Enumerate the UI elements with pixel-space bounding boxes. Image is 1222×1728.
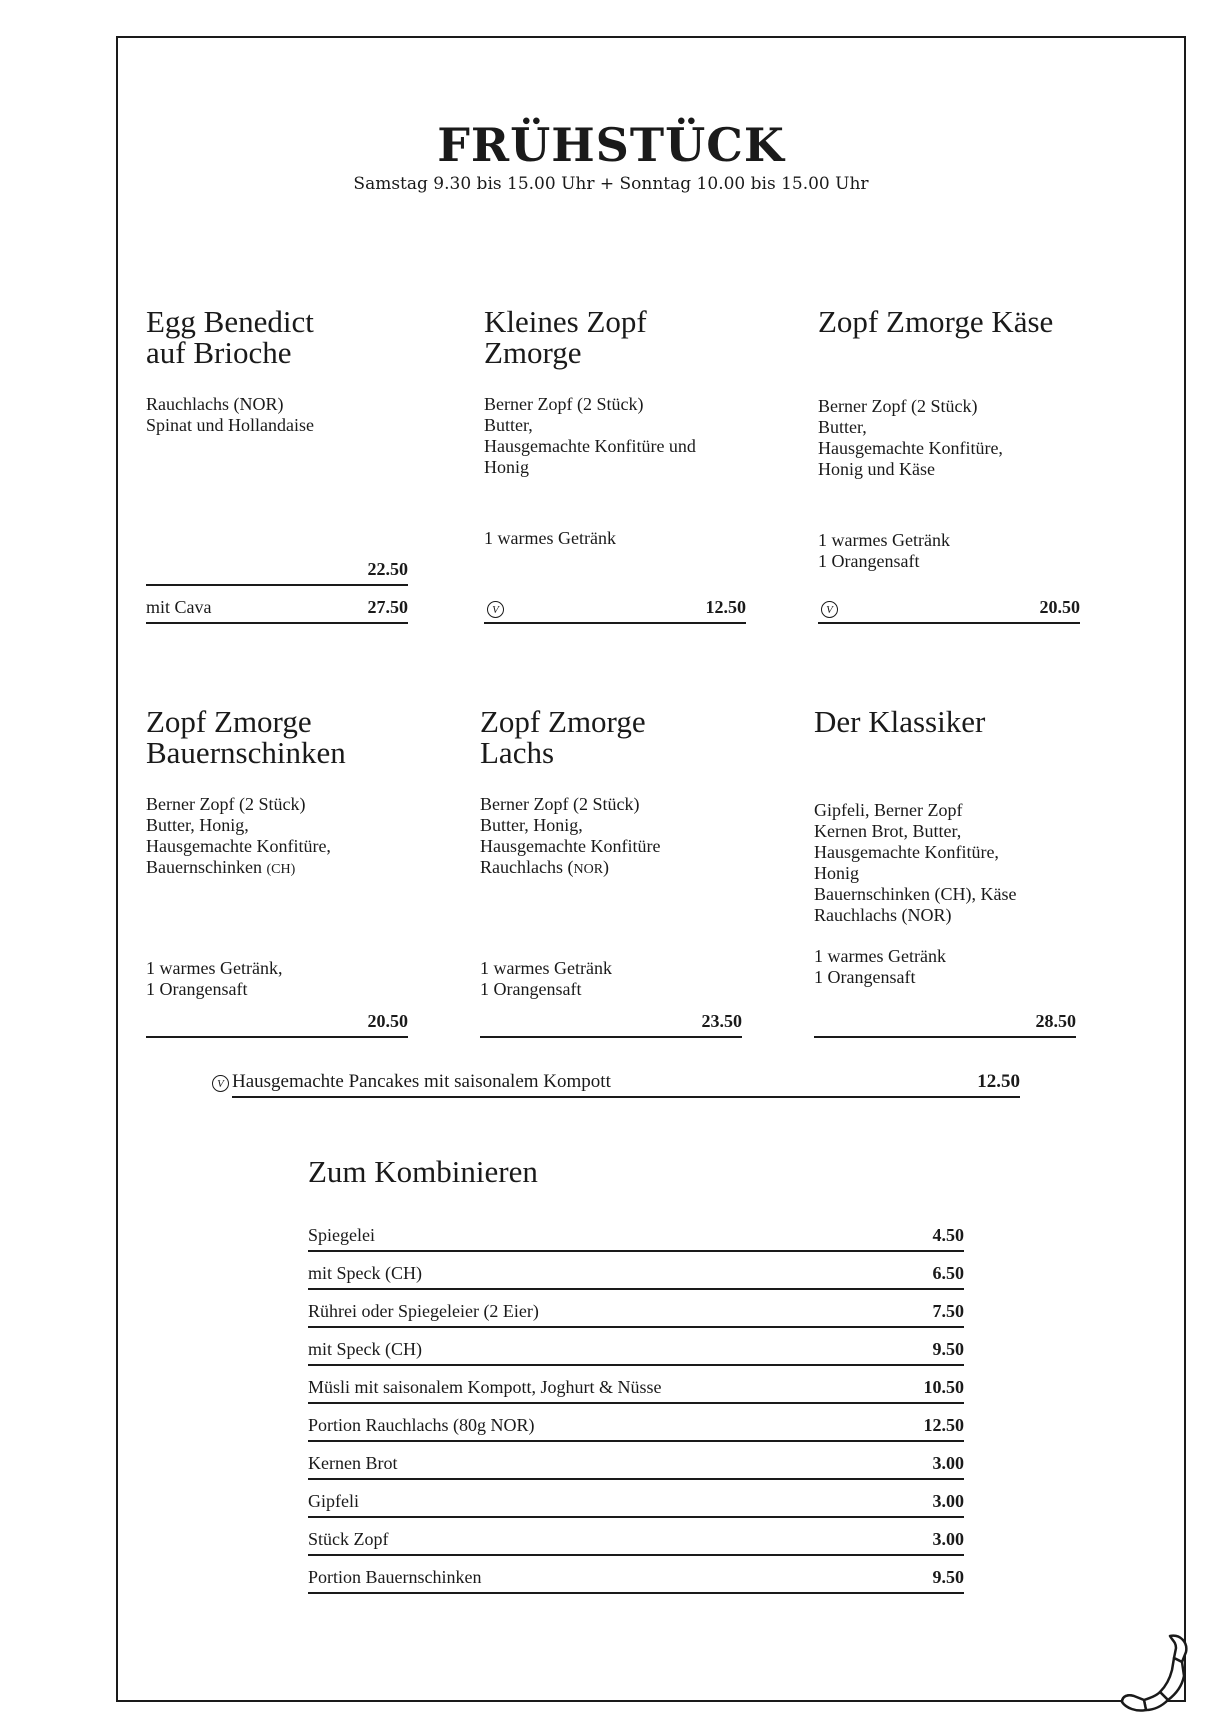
vegetarian-icon: V (212, 1075, 229, 1092)
opening-hours: Samstag 9.30 bis 15.00 Uhr + Sonntag 10.00 bis 15.00 Uhr (353, 174, 869, 194)
menu-item-der-klassiker (814, 706, 1076, 1042)
price-row (480, 1010, 742, 1038)
item-description: Rauchlachs (NOR) Spinat und Hollandaise (146, 394, 314, 435)
item-drinks: 1 warmes Getränk 1 Orangensaft (818, 530, 950, 571)
list-item: Spiegelei 4.50 (308, 1216, 964, 1252)
price-label: mit Cava (146, 597, 212, 617)
price: 20.50 (367, 1011, 408, 1031)
item-title: Kleines Zopf Zmorge (484, 304, 647, 370)
item-title: Egg Benedict auf Brioche (146, 304, 314, 370)
price-row (146, 596, 408, 624)
price-row (484, 596, 746, 624)
item-title: Zopf Zmorge Käse (818, 304, 1054, 339)
price-row (146, 558, 408, 586)
item-title: Zopf Zmorge Bauernschinken (146, 704, 346, 770)
list-item: Rührei oder Spiegeleier (2 Eier) 7.50 (308, 1292, 964, 1328)
item-description: Berner Zopf (2 Stück) Butter, Hausgemachte Konfitüre, Honig und Käse (818, 396, 1003, 479)
price-row (814, 1010, 1076, 1038)
item-drinks: 1 warmes Getränk 1 Orangensaft (814, 946, 946, 987)
menu-item-zopf-zmorge-lachs (480, 706, 742, 1042)
page-title: FRÜHSTÜCK (437, 118, 785, 172)
item-title: Zopf Zmorge Lachs (480, 704, 646, 770)
price: 28.50 (1035, 1011, 1076, 1031)
combi-list (308, 1216, 964, 1596)
price: 12.50 (705, 597, 746, 617)
list-item: Gipfeli 3.00 (308, 1482, 964, 1518)
list-item: Portion Rauchlachs (80g NOR) 12.50 (308, 1406, 964, 1442)
item-description: Gipfeli, Berner Zopf Kernen Brot, Butter, Hausgemachte Konfitüre, Honig Bauernschinken (CH), Käse Rauchlachs (NOR) (814, 800, 1017, 925)
list-item: Kernen Brot 3.00 (308, 1444, 964, 1480)
item-description: Berner Zopf (2 Stück) Butter, Honig, Hausgemachte Konfitüre Rauchlachs (NOR) (480, 794, 661, 877)
price-row (146, 1010, 408, 1038)
vegetarian-icon: V (821, 601, 838, 618)
pancake-row (210, 1068, 1020, 1098)
menu-item-zopf-zmorge-kaese (818, 306, 1080, 626)
item-title: Der Klassiker (814, 704, 986, 739)
price: 23.50 (701, 1011, 742, 1031)
croissant-icon (1118, 1632, 1196, 1714)
item-description: Berner Zopf (2 Stück) Butter, Honig, Hausgemachte Konfitüre, Bauernschinken (CH) (146, 794, 331, 877)
section-title: Zum Kombinieren (308, 1154, 538, 1189)
list-item: mit Speck (CH) 9.50 (308, 1330, 964, 1366)
list-item: Portion Bauernschinken 9.50 (308, 1558, 964, 1594)
vegetarian-icon: V (487, 601, 504, 618)
price: 20.50 (1039, 597, 1080, 617)
item-drinks: 1 warmes Getränk, 1 Orangensaft (146, 958, 283, 999)
price: 27.50 (367, 597, 408, 617)
item-drinks: 1 warmes Getränk 1 Orangensaft (480, 958, 612, 999)
item-description: Berner Zopf (2 Stück) Butter, Hausgemachte Konfitüre und Honig (484, 394, 696, 477)
menu-item-egg-benedict (146, 306, 408, 626)
price: 12.50 (977, 1071, 1020, 1092)
item-drinks: 1 warmes Getränk (484, 528, 616, 548)
divider (232, 1096, 1020, 1098)
menu-item-kleines-zopf-zmorge (484, 306, 746, 626)
pancake-label: Hausgemachte Pancakes mit saisonalem Kompott (232, 1071, 611, 1092)
list-item: mit Speck (CH) 6.50 (308, 1254, 964, 1290)
price-row (818, 596, 1080, 624)
list-item: Müsli mit saisonalem Kompott, Joghurt & Nüsse 10.50 (308, 1368, 964, 1404)
list-item: Stück Zopf 3.00 (308, 1520, 964, 1556)
menu-item-zopf-zmorge-bauernschinken (146, 706, 408, 1042)
price: 22.50 (367, 559, 408, 579)
